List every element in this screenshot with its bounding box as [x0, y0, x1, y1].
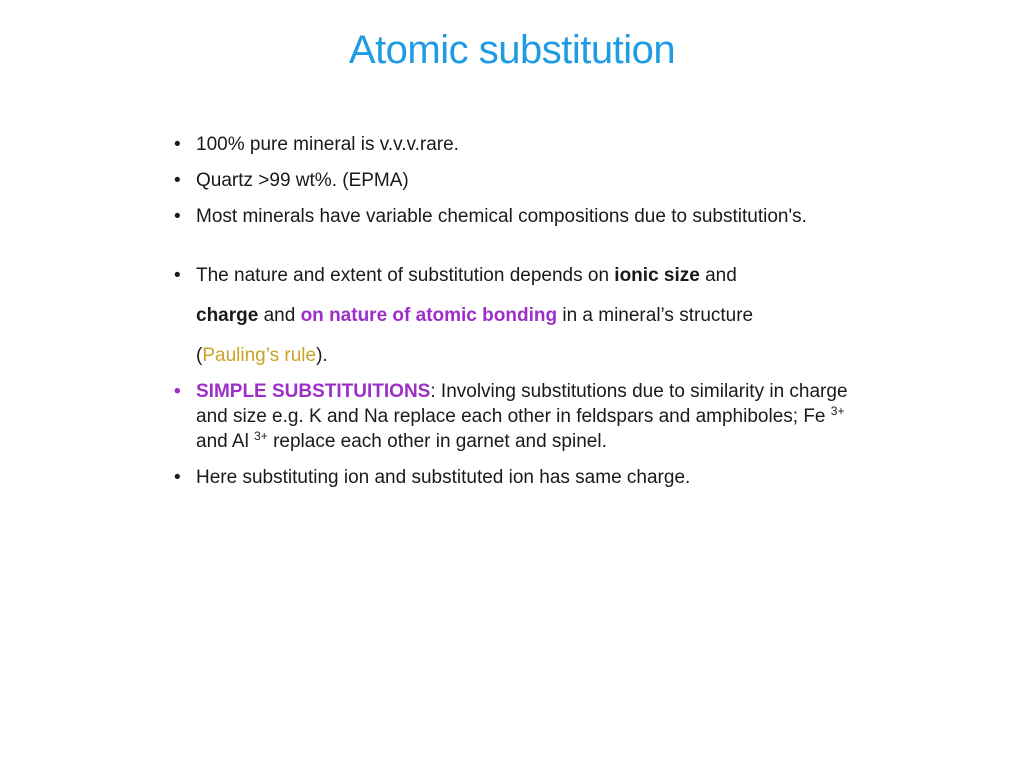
bullet-dot-icon: •: [174, 467, 181, 488]
bullet-list: [172, 132, 852, 501]
slide-title: Atomic substitution: [348, 28, 676, 72]
bullet-text: Here substituting ion and substituted ion has same charge.: [196, 467, 691, 488]
bullet-dot-icon: •: [174, 381, 181, 402]
bullet-text: Most minerals have variable chemical compositions due to substitution's.: [196, 206, 807, 227]
atomic-bonding-term: on nature of atomic bonding: [300, 305, 558, 326]
bullet-dot-icon: •: [174, 134, 181, 155]
superscript-charge: 3+: [830, 404, 845, 418]
para-line-1: The nature and extent of substitution depends on ionic size and: [196, 265, 737, 286]
bullet-dot-icon: •: [174, 265, 181, 286]
list-item-substitution-factors: [172, 263, 852, 368]
bullet-dot-icon: •: [174, 170, 181, 191]
superscript-charge: 3+: [254, 429, 268, 443]
para-line-2: charge and on nature of atomic bonding in a mineral’s structure: [196, 305, 754, 326]
list-item: [172, 168, 852, 193]
paulings-rule-term: Pauling’s rule: [202, 345, 317, 366]
bullet-text: 100% pure mineral is v.v.v.rare.: [196, 134, 459, 155]
ionic-size-term: ionic size: [614, 265, 700, 286]
simple-substitutions-heading: SIMPLE SUBSTITUITIONS: [196, 381, 431, 402]
list-item: [172, 465, 852, 490]
list-item: [172, 204, 852, 229]
bullet-text: Quartz >99 wt%. (EPMA): [196, 170, 409, 191]
charge-term: charge: [196, 305, 259, 326]
list-item-simple-substitutions: [172, 379, 852, 454]
para-line-3: (Pauling’s rule).: [196, 345, 328, 366]
bullet-text: SIMPLE SUBSTITUITIONS: Involving substitutions due to similarity in charge and size e.g. K and Na replace each other in feldspars and amphiboles; Fe $^{3+}$ and Al $^{3+}$ replace each other in garnet and spinel.: [196, 381, 848, 452]
list-item: [172, 132, 852, 157]
bullet-dot-icon: •: [174, 206, 181, 227]
